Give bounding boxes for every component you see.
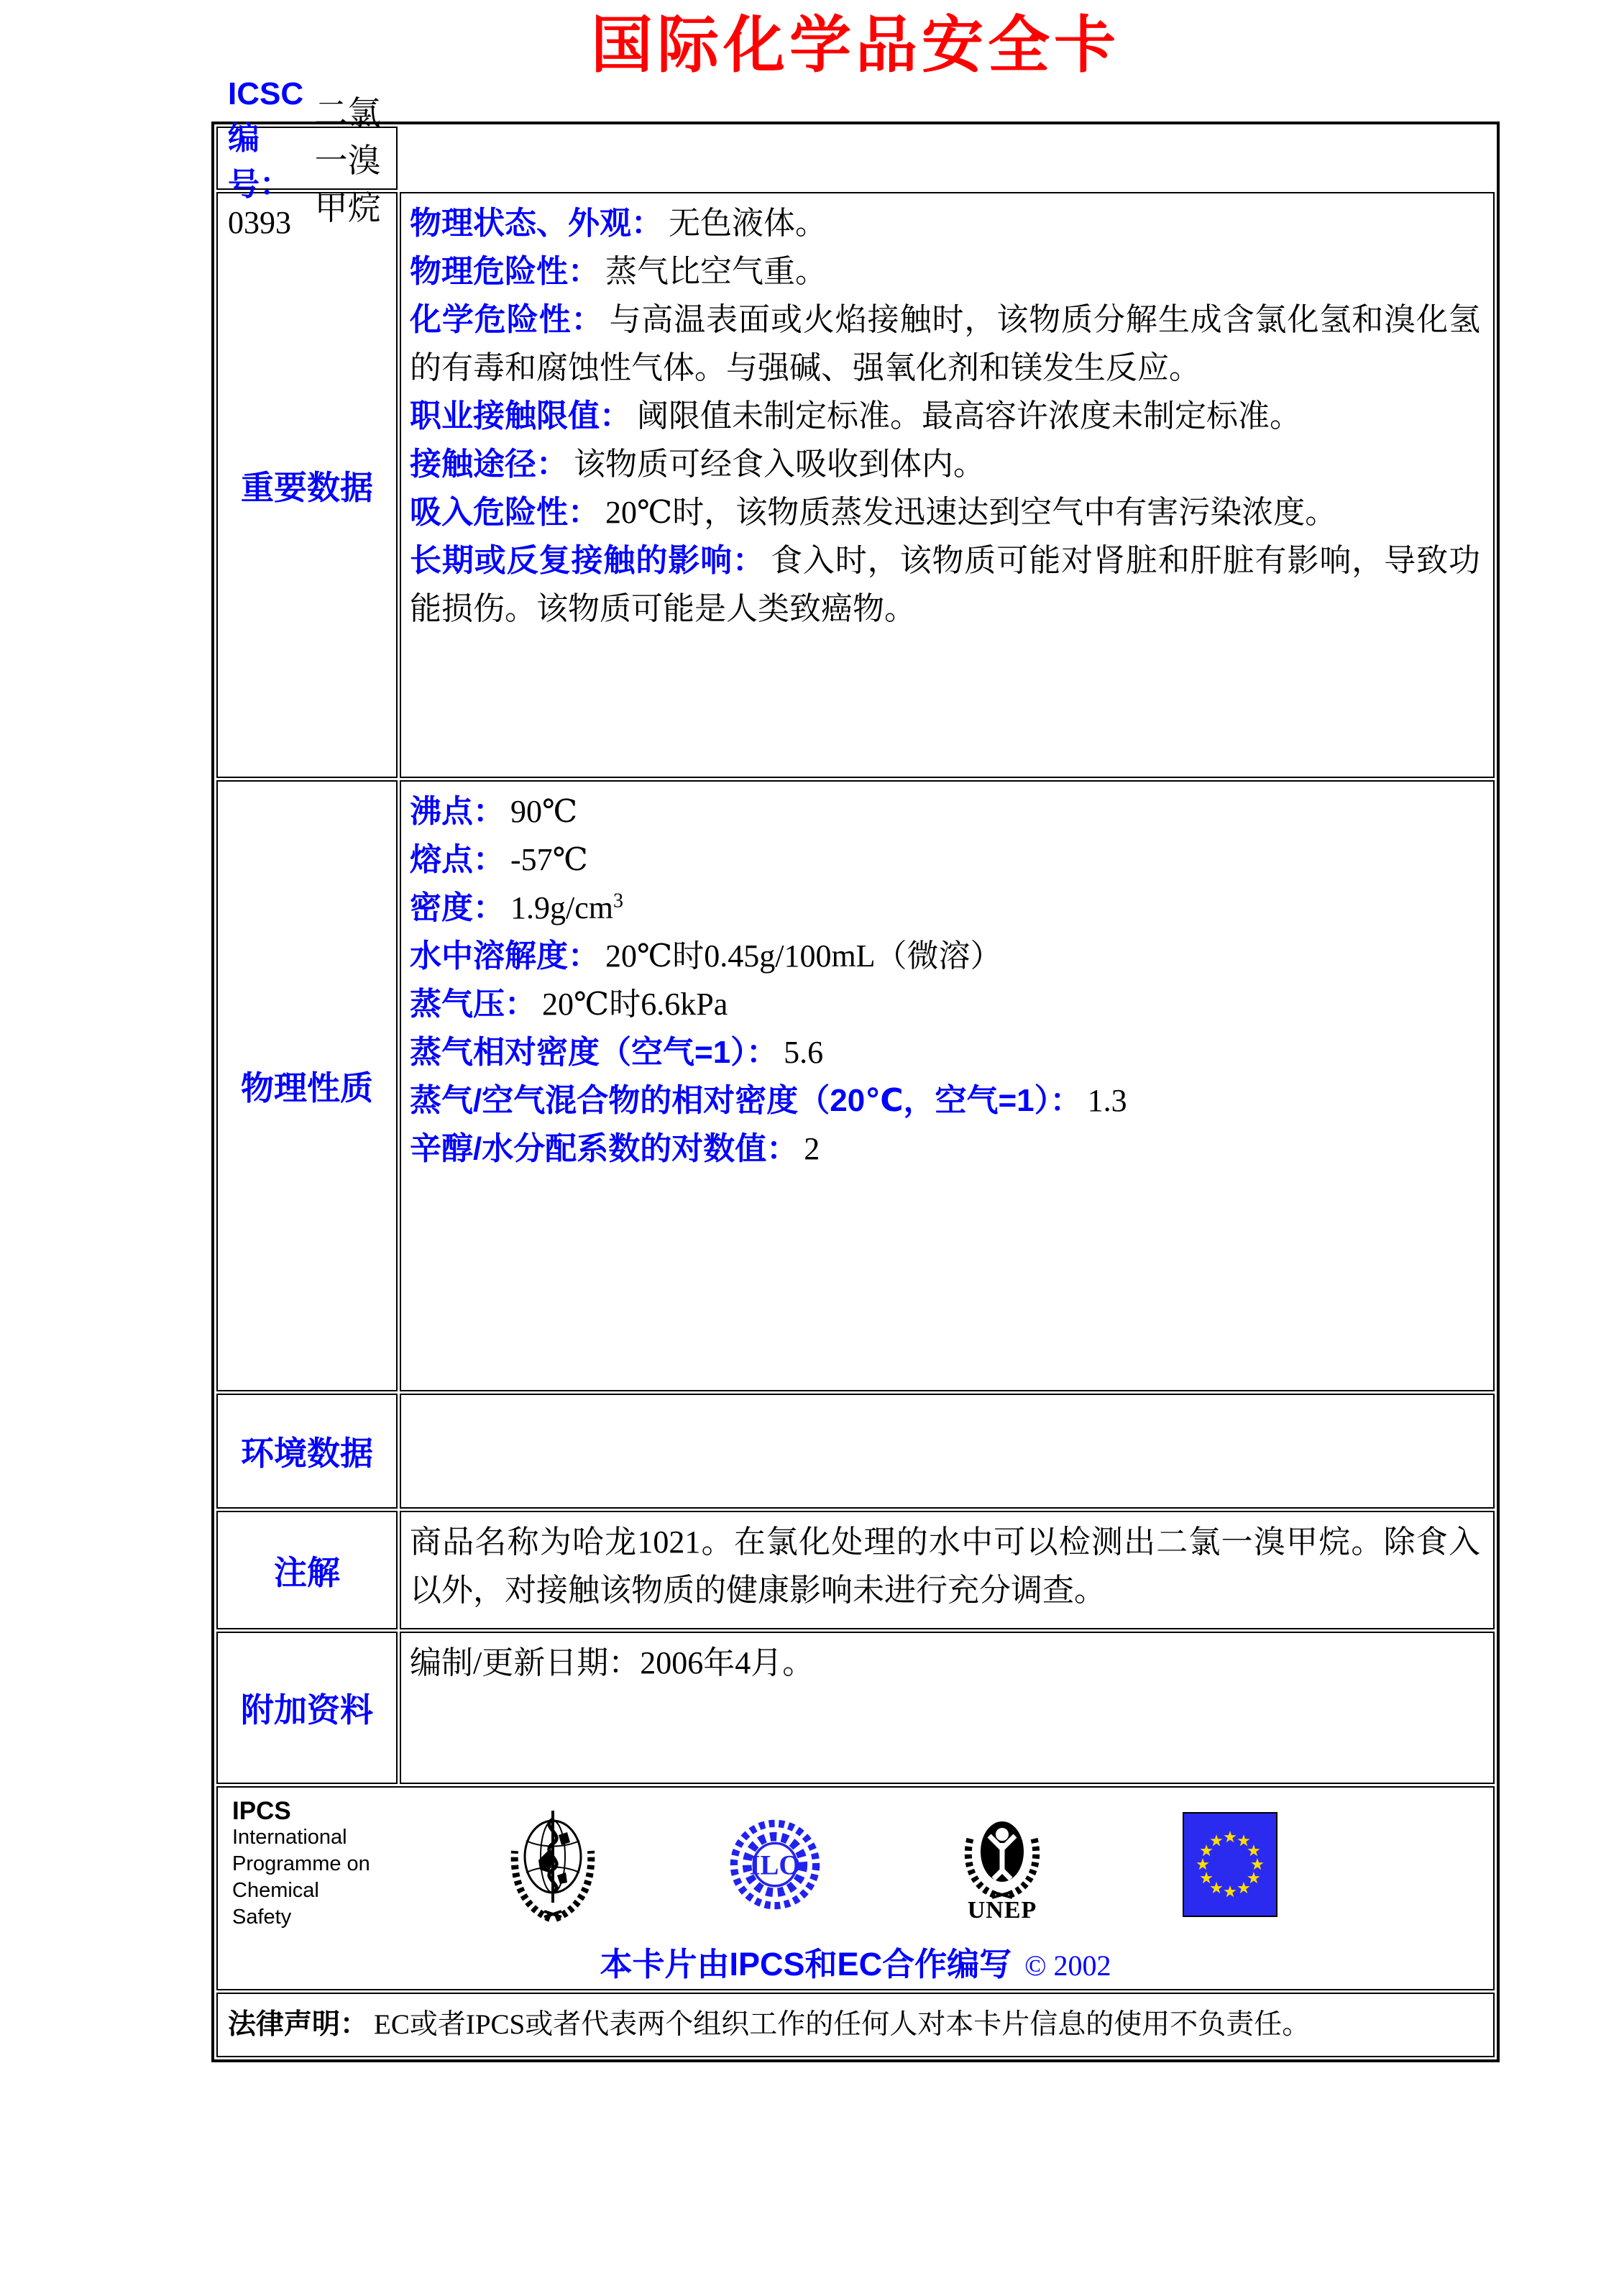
field-row xyxy=(410,932,1480,980)
field-value: 20℃时，该物质蒸发迅速达到空气中有害污染浓度。 xyxy=(605,495,1337,530)
ipcs-text-block xyxy=(232,1798,376,1931)
field-row xyxy=(410,440,1480,488)
field-row xyxy=(410,199,1480,247)
section-label-additional-info: 附加资料 xyxy=(216,1632,398,1784)
section-label-environmental-data: 环境数据 xyxy=(216,1394,398,1509)
caption-text: 本卡片由IPCS和EC合作编写 xyxy=(600,1946,1012,1982)
field-label: 辛醇/水分配系数的对数值： xyxy=(410,1131,799,1166)
section-content-additional-info xyxy=(400,1632,1495,1784)
field-value: 20℃时6.6kPa xyxy=(542,987,728,1022)
field-row xyxy=(410,1125,1480,1173)
card-header-row xyxy=(216,127,1495,190)
section-content-important-data xyxy=(400,192,1495,778)
field-value: 20℃时0.45g/100mL（微溶） xyxy=(605,938,1002,974)
field-label: 编制/更新日期： xyxy=(410,1645,641,1680)
field-label: 沸点： xyxy=(410,794,505,829)
field-row xyxy=(410,836,1480,884)
field-value: 阈限值未制定标准。最高容许浓度未制定标准。 xyxy=(637,398,1301,434)
cooperation-caption xyxy=(218,1938,1493,1985)
section-content-physical-properties xyxy=(400,780,1495,1391)
field-row xyxy=(410,392,1480,440)
field-label: 熔点： xyxy=(410,842,505,877)
section-row-additional-info xyxy=(216,1632,1495,1784)
eu-flag-icon xyxy=(1183,1812,1277,1917)
ilo-icon xyxy=(729,1819,821,1911)
field-row xyxy=(410,1028,1480,1076)
section-content-environmental-data xyxy=(400,1394,1495,1509)
field-value: 无色液体。 xyxy=(669,206,827,241)
unep-icon xyxy=(955,1807,1050,1922)
field-value: 该物质可经食入吸收到体内。 xyxy=(574,447,985,482)
field-label: 长期或反复接触的影响： xyxy=(410,543,765,578)
section-label-notes: 注解 xyxy=(216,1511,398,1629)
field-value: 蒸气比空气重。 xyxy=(605,254,827,289)
field-value: 食入时，该物质可能对肾脏和肝脏有影响，导致功能损伤。该物质可能是人类致癌物。 xyxy=(410,543,1480,626)
section-row-environmental-data xyxy=(216,1394,1495,1509)
ipcs-title: IPCS xyxy=(232,1797,291,1825)
icsc-number-value: 0393 xyxy=(228,205,291,240)
section-label-important-data: 重要数据 xyxy=(216,192,398,778)
field-label: 蒸气压： xyxy=(410,987,536,1022)
ipcs-line: Programme on xyxy=(232,1852,370,1875)
caption-copyright: © 2002 xyxy=(1024,1949,1111,1982)
chemical-name: 二氯一溴甲烷 xyxy=(314,95,381,227)
field-value: 2 xyxy=(804,1131,820,1166)
section-row-physical-properties xyxy=(216,780,1495,1391)
field-row xyxy=(410,1076,1480,1125)
field-row xyxy=(410,247,1480,296)
field-row xyxy=(410,980,1480,1028)
field-value: 2006年4月。 xyxy=(640,1645,815,1680)
field-row xyxy=(410,884,1480,932)
field-label: 蒸气相对密度（空气=1）： xyxy=(410,1035,779,1070)
who-icon xyxy=(510,1806,596,1923)
section-row-important-data xyxy=(216,192,1495,778)
field-row xyxy=(410,296,1480,392)
field-label: 化学危险性： xyxy=(410,302,604,337)
section-row-notes xyxy=(216,1511,1495,1629)
field-label: 蒸气/空气混合物的相对密度（20℃，空气=1）： xyxy=(410,1083,1082,1118)
legal-cell xyxy=(216,1993,1495,2057)
unep-label: UNEP xyxy=(967,1896,1037,1922)
ipcs-line: Chemical Safety xyxy=(232,1879,319,1929)
field-row xyxy=(410,536,1480,633)
field-value: 1.3 xyxy=(1087,1083,1127,1118)
logos-cell xyxy=(216,1786,1495,1990)
ilo-label: ILO xyxy=(749,1849,801,1881)
legal-label: 法律声明： xyxy=(228,2009,369,2040)
field-label: 密度： xyxy=(410,890,505,925)
card-header-cell xyxy=(216,76,398,240)
ipcs-line: International xyxy=(232,1826,347,1849)
section-label-physical-properties: 物理性质 xyxy=(216,780,398,1391)
legal-row xyxy=(216,1993,1495,2057)
field-row xyxy=(410,488,1480,536)
field-label: 接触途径： xyxy=(410,447,568,482)
icsc-card-table xyxy=(211,76,1500,2062)
field-row xyxy=(410,1639,1480,1687)
logos-row xyxy=(216,1786,1495,1990)
field-value: 90℃ xyxy=(510,794,578,829)
field-value: -57℃ xyxy=(510,842,588,877)
field-label: 职业接触限值： xyxy=(410,398,631,434)
field-value: 1.9g/cm xyxy=(510,890,613,925)
field-row xyxy=(410,787,1480,836)
field-label: 水中溶解度： xyxy=(410,938,600,974)
icsc-number-label: ICSC编号： xyxy=(228,76,304,202)
field-value: 与高温表面或火焰接触时，该物质分解生成含氯化氢和溴化氢的有毒和腐蚀性气体。与强碱、强氧化剂和镁发生反应。 xyxy=(410,302,1480,385)
field-superscript: 3 xyxy=(613,889,623,913)
page-title: 国际化学品安全卡 xyxy=(591,11,1120,80)
icsc-number xyxy=(228,76,315,241)
logos-strip xyxy=(218,1795,1493,1931)
field-value: 5.6 xyxy=(784,1035,824,1070)
field-label: 物理危险性： xyxy=(410,254,600,289)
field-label: 吸入危险性： xyxy=(410,495,600,530)
legal-text: EC或者IPCS或者代表两个组织工作的任何人对本卡片信息的使用不负责任。 xyxy=(374,2009,1311,2040)
field-label: 物理状态、外观： xyxy=(410,206,663,241)
section-content-notes: 商品名称为哈龙1021。在氯化处理的水中可以检测出二氯一溴甲烷。除食入以外，对接触该物质的健康影响未进行充分调查。 xyxy=(400,1511,1495,1629)
